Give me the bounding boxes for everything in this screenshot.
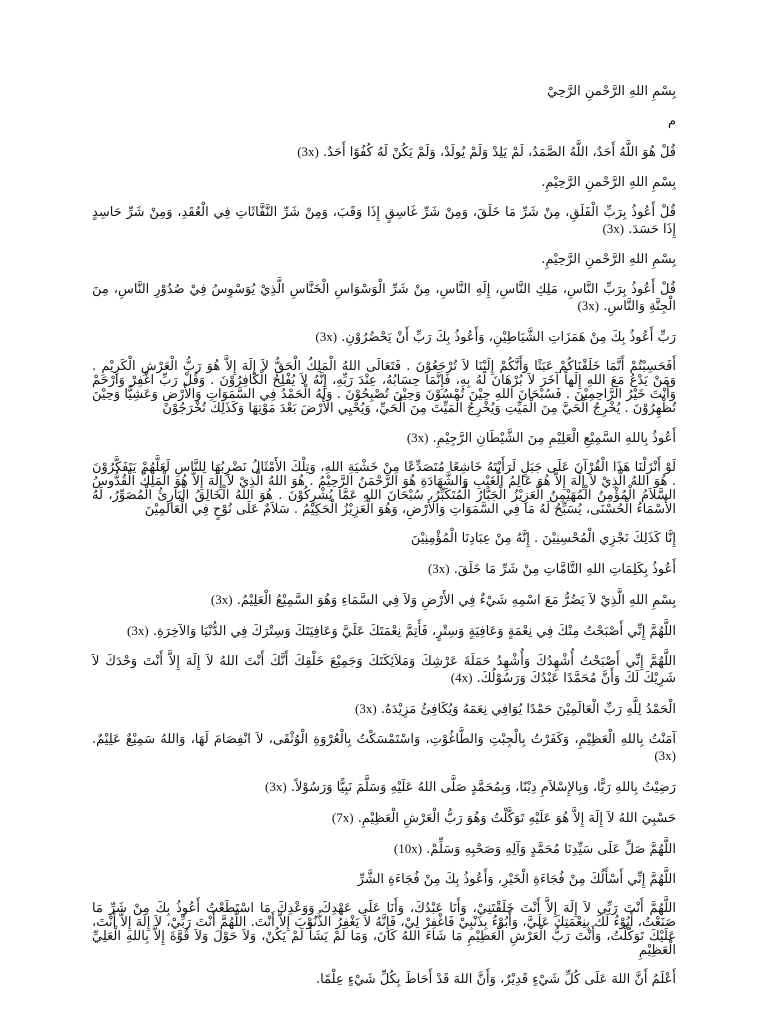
dua-text: لَوْ أَنْزَلْنَا هَذَا الْقُرْآنَ عَلَى جَبَلٍ لَرَأَيْتَهُ خَاشِعًا مُتَصَدِّعًا مِنْ خَشْيَةِ اللهِ، وَتِلْكَ الأَمْثَالُ نَضْرِبُهَا لِلنَّاسِ لَعَلَّهُمْ يَتَفَكَّرُوْنَ . هُوَ اللهُ الَّذِيْ لاَ إِلَهَ إِلاَّ هُوَ عَالِمُ الْغَيْبِ وَالشَّهَادَةِ هُوَ الرَّحْمَنُ الرَّحِيْمُ . هُوَ اللهُ الَّذِيْ لاَ إِلَهَ إِلاَّ هُوَ الْمَلِكُ الْقُدُّوسُ السَّلاَمُ الْمُؤْمِنُ الْمُهَيْمِنُ الْعَزِيْزُ الْجَبَّارُ الْمُتَكَبِّرُ، سُبْحَانَ اللهِ عَمَّا يُشْرِكُوْنَ . هُوَ اللهُ الْخَالِقُ الْبَارِئُ الْمُصَوِّرُ، لَهُ الأَسْمَاءُ الْحُسْنَى، يُسَبِّحُ لَهُ مَا فِي السَّمَوَاتِ وَالأَرْضِ، وَهُوَ الْعَزِيْزُ الْحَكِيْمُ . سَلاَمٌ عَلَى نُوْحٍ فِي الْعَالَمِيْنَ — [92, 460, 676, 517]
dua-text: م — [667, 114, 676, 129]
dua-text: الْحَمْدُ لِلَّهِ رَبِّ الْعَالَمِيْنَ حَمْدًا يُوَافِي نِعَمَهُ وَيُكَافِئُ مَزِيْدَهُ. — [380, 702, 676, 717]
dua-paragraph — [92, 329, 676, 346]
dua-text: بِسْمِ اللهِ الرَّحْمنِ الرَّحِيْمِ. — [541, 175, 676, 190]
dua-paragraph — [92, 623, 676, 640]
dua-paragraph — [92, 872, 676, 888]
repeat-count: (3x) — [602, 221, 625, 236]
repeat-count: (3x) — [315, 329, 338, 344]
dua-text: اللَّهُمَّ إِنِّي أَسْأَلُكَ مِنْ فُجَاءَةِ الْخَيْرِ، وَأَعُوذُ بِكَ مِنْ فُجَاءَةِ الشَّرِّ — [357, 872, 676, 887]
dua-paragraph — [92, 841, 676, 858]
dua-text: قُلْ هُوَ اللَّهُ أَحَدٌ، اللَّهُ الصَّمَدُ، لَمْ يَلِدْ وَلَمْ يُولَدْ، وَلَمْ يَكُنْ لَهُ كُفُوًا أَحَدٌ. — [323, 145, 676, 160]
document-body — [92, 84, 676, 1002]
repeat-count: (3x) — [406, 430, 429, 445]
dua-text: قُلْ أَعُوذُ بِرَبِّ الْفَلَقِ، مِنْ شَرِّ مَا خَلَقَ، وَمِنْ شَرِّ غَاسِقٍ إِذَا وَقَبَ، وَمِنْ شَرِّ النَّفَّاثَاتِ فِي الْعُقَدِ، وَمِنْ شَرِّ حَاسِدٍ إِذَا حَسَدَ. — [92, 205, 676, 237]
dua-paragraph — [92, 561, 676, 578]
repeat-count: (3x) — [577, 298, 600, 313]
dua-text: آمَنْتُ بِاللهِ الْعَظِيْمِ، وَكَفَرْتُ بِالْجِبْتِ وَالطَّاغُوْتِ، وَاسْتَمْسَكْتُ بِالْعُرْوَةِ الْوُثْقَى، لاَ انْفِصَامَ لَهَا، وَاللهُ سَمِيْعٌ عَلِيْمٌ. — [92, 732, 676, 747]
repeat-count: (3x) — [127, 623, 149, 638]
dua-text: أَعُوذُ بِاللهِ السَّمِيْعِ الْعَلِيْمِ مِنَ الشَّيْطَانِ الرَّجِيْمِ. — [432, 431, 676, 446]
dua-paragraph — [92, 144, 676, 161]
dua-paragraph — [92, 701, 676, 718]
dua-paragraph — [92, 360, 676, 416]
repeat-count: (4x) — [450, 670, 473, 685]
dua-paragraph — [92, 175, 676, 191]
dua-text: بِسْمِ اللهِ الَّذِيْ لاَ يَضُرُّ مَعَ اسْمِهِ شَيْءٌ فِي الأَرْضِ وَلاَ فِي السَّمَاءِ وَهُوَ السَّمِيْعُ الْعَلِيْمُ. — [236, 593, 676, 608]
repeat-count: (3x) — [654, 748, 676, 763]
dua-paragraph — [92, 430, 676, 447]
dua-paragraph — [92, 732, 676, 765]
repeat-count: (3x) — [427, 561, 450, 576]
dua-text: بِسْمِ اللهِ الرَّحْمنِ الرَّحِيْمِ. — [541, 252, 676, 267]
repeat-count: (3x) — [210, 592, 233, 607]
dua-paragraph — [92, 531, 676, 547]
dua-text: اللَّهُمَّ أَنْتَ رَبِّي لاَ إِلَهَ إِلاَّ أَنْتَ خَلَقْتَنِيْ، وَأَنَا عَبْدُكَ، وَأَنَا عَلَى عَهْدِكَ وَوَعْدِكَ مَا اسْتَطَعْتُ أَعُوذُ بِكَ مِنْ شَرِّ مَا صَنَعْتُ، أَبُوْءُ لَكَ بِنِعْمَتِكَ عَلَيَّ، وَأَبُوْءُ بِذَنْبِيْ فَاغْفِرْ لِيْ، فَإِنَّهُ لاَ يَغْفِرُ الذُّنُوْبَ إِلاَّ أَنْتَ. اللَّهُمَّ أَنْتَ رَبِّيْ، لاَ إِلَهَ إِلاَّ أَنْتَ، عَلَيْكَ تَوَكَّلْتُ، وَأَنْتَ رَبُّ الْعَرْشِ الْعَظِيْمِ مَا شَاءَ اللهُ كَانَ، وَمَا لَمْ يَشَأْ لَمْ يَكُنْ، وَلاَ حَوْلَ وَلاَ قُوَّةَ إِلاَّ بِاللهِ الْعَلِيِّ الْعَظِيْمِ — [92, 901, 676, 958]
dua-paragraph — [92, 654, 676, 687]
repeat-count: (7x) — [331, 810, 354, 825]
dua-paragraph — [92, 592, 676, 609]
dua-paragraph — [92, 972, 676, 988]
dua-paragraph — [92, 461, 676, 517]
dua-paragraph — [92, 282, 676, 315]
dua-text: رَبِّ أَعُوذُ بِكَ مِنْ هَمَزَاتِ الشَّيَاطِيْنِ، وَأَعُوذُ بِكَ رَبِّ أَنْ يَحْضُرُوْنِ. — [341, 330, 676, 345]
dua-text: قُلْ أَعُوذُ بِرَبِّ النَّاسِ، مَلِكِ النَّاسِ، إِلَهِ النَّاسِ، مِنْ شَرِّ الْوَسْوَاسِ الْخَنَّاسِ الَّذِيْ يُوَسْوِسُ فِيْ صُدُوْرِ النَّاسِ، مِنَ الْجِنَّةِ وَالنَّاسِ. — [92, 282, 676, 314]
repeat-count: (10x) — [393, 841, 423, 856]
dua-paragraph — [92, 84, 676, 100]
dua-text: اللَّهُمَّ صَلِّ عَلَى سَيِّدِنَا مُحَمَّدٍ وَآلِهِ وَصَحْبِهِ وَسَلِّمْ. — [426, 842, 676, 857]
dua-text: أَعُوذُ بِكَلِمَاتِ اللهِ التَّامَّاتِ مِنْ شَرِّ مَا خَلَقَ. — [453, 562, 676, 577]
dua-text: رَضِيْتُ بِاللهِ رَبًّا، وَبِالإِسْلاَمِ دِيْنًا، وَبِمُحَمَّدٍ صَلَّى اللهُ عَلَيْهِ وَسَلَّمَ نَبِيًّا وَرَسُوْلاً. — [290, 780, 676, 795]
dua-paragraph — [92, 810, 676, 827]
dua-text: أَفَحَسِبْتُمْ أَنَّمَا خَلَقْنَاكُمْ عَبَثًا وَأَنَّكُمْ إِلَيْنَا لاَ تُرْجَعُوْنَ . فَتَعَالَى اللهُ الْمَلِكُ الْحَقُّ لاَ إِلَهَ إِلاَّ هُوَ رَبُّ الْعَرْشِ الْكَرِيْمِ . وَمَنْ يَدْعُ مَعَ اللهِ إِلَهاً آخَرَ لاَ بُرْهَانَ لَهُ بِهِ، فَإِنَّمَا حِسَابُهُ، عِنْدَ رَبِّهِ، إِنَّهُ لاَ يُفْلِحُ الْكَافِرُوْنَ . وَقُلْ رَبِّ اغْفِرْ وَارْحَمْ وَأَنْتَ خَيْرُ الرَّاحِمِيْنَ . فَسُبْحَانَ اللهِ حِيْنَ تُمْسُوْنَ وَحِيْنَ تُصْبِحُوْنَ . وَلَهُ الْحَمْدُ فِي السَّمَوَاتِ وَالأَرْضِ وَعَشِيًّا وَحِيْنَ تُظْهِرُوْنَ . يُخْرِجُ الْحَيَّ مِنَ الْمَيِّتِ وَيُخْرِجُ الْمَيِّتَ مِنَ الْحَيِّ، وَيُحْيِي الأَرْضَ بَعْدَ مَوْتِهَا وَكَذَلِكَ تُخْرَجُوْنَ — [92, 359, 676, 416]
dua-text: حَسْبِيَ اللهُ لاَ إِلَهَ إِلاَّ هُوَ عَلَيْهِ تَوَكَّلْتُ وَهُوَ رَبُّ الْعَرْشِ الْعَظِيْمِ. — [357, 811, 676, 826]
dua-text: اللَّهُمَّ إِنِّي أَصْبَحْتُ مِنْكَ فِي نِعْمَةٍ وَعَافِيَةٍ وَسِتْرٍ، فَأَتِمَّ نِعْمَتَكَ عَلَيَّ وَعَافِيَتَكَ وَسِتْرَكَ فِي الدُّنْيَا وَالآخِرَةِ. — [152, 624, 676, 639]
dua-paragraph — [92, 114, 676, 130]
dua-paragraph — [92, 779, 676, 796]
dua-text: اللَّهُمَّ إِنِّي أَصْبَحْتُ أُشْهِدُكَ وَأُشْهِدُ حَمَلَةَ عَرْشِكَ وَمَلاَئِكَتَكَ وَجَمِيْعَ خَلْقِكَ أَنَّكَ أَنْتَ اللهُ لاَ إِلَهَ إِلاَّ أَنْتَ وَحْدَكَ لاَ شَرِيْكَ لَكَ وَأَنَّ مُحَمَّدًا عَبْدُكَ وَرَسُوْلُكَ. — [92, 654, 676, 686]
dua-text: إِنَّا كَذَلِكَ نَجْزِي الْمُحْسِنِيْنَ . إِنَّهُ مِنْ عِبَادِنَا الْمُؤْمِنِيْنَ — [410, 531, 676, 546]
repeat-count: (3x) — [265, 779, 287, 794]
repeat-count: (3x) — [297, 144, 319, 159]
dua-paragraph — [92, 902, 676, 958]
dua-text: بِسْمِ اللهِ الرَّحْمنِ الرَّحِيْ — [547, 84, 676, 99]
dua-paragraph — [92, 205, 676, 238]
dua-paragraph — [92, 252, 676, 268]
dua-text: أَعْلَمُ أَنَّ اللهَ عَلَى كُلِّ شَيْءٍ قَدِيْرٌ، وَأَنَّ اللهَ قَدْ أَحَاطَ بِكُلِّ شَيْءٍ عِلْمًا. — [316, 972, 676, 987]
repeat-count: (3x) — [355, 701, 377, 716]
